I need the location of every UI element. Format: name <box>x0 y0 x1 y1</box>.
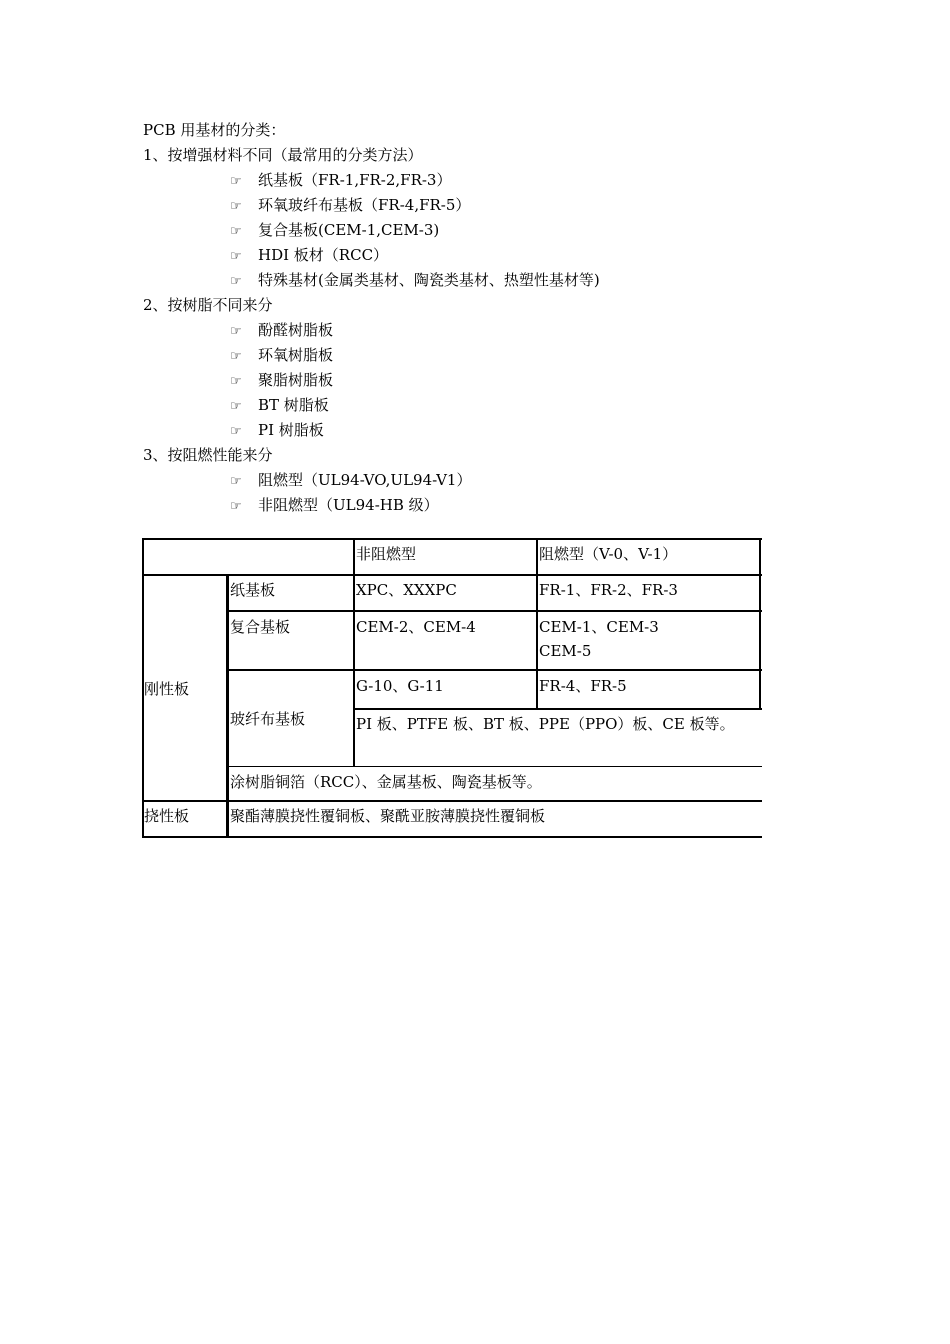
glass-flame-cell: FR-4、FR-5 <box>539 677 627 695</box>
hand-pointing-icon: ☞ <box>230 249 242 264</box>
glass-other-cell: PI 板、PTFE 板、BT 板、PPE（PPO）板、CE 板等。 <box>356 715 735 733</box>
list-item: ☞ 特殊基材(金属类基材、陶瓷类基材、热塑性基材等) <box>230 270 600 292</box>
section-1-title: 1、按增强材料不同（最常用的分类方法） <box>143 146 423 164</box>
composite-base-label: 复合基板 <box>230 618 291 636</box>
table-rule <box>228 766 762 767</box>
table-border-top <box>142 538 762 540</box>
table-rule <box>354 708 762 710</box>
table-rule <box>142 574 762 576</box>
rigid-board-label: 刚性板 <box>144 680 190 698</box>
list-item: ☞ HDI 板材（RCC） <box>230 245 388 267</box>
hand-pointing-icon: ☞ <box>230 424 242 439</box>
list-item: ☞ 纸基板（FR-1,FR-2,FR-3） <box>230 170 451 192</box>
table-rule <box>228 610 762 612</box>
hand-pointing-icon: ☞ <box>230 349 242 364</box>
glass-non-flame-cell: G-10、G-11 <box>356 677 444 695</box>
table-rule <box>228 669 762 671</box>
table-rule <box>226 574 229 838</box>
section-3-title: 3、按阻燃性能来分 <box>143 446 273 464</box>
list-item: ☞ 聚脂树脂板 <box>230 370 333 392</box>
table-border-bottom <box>142 836 762 838</box>
hand-pointing-icon: ☞ <box>230 274 242 289</box>
hand-pointing-icon: ☞ <box>230 174 242 189</box>
list-item: ☞ 酚醛树脂板 <box>230 320 333 342</box>
section-2-title: 2、按树脂不同来分 <box>143 296 273 314</box>
flexible-board-label: 挠性板 <box>144 807 190 825</box>
hand-pointing-icon: ☞ <box>230 324 242 339</box>
table-border-right <box>759 538 761 710</box>
table-rule <box>142 800 762 802</box>
composite-flame-cell-line1: CEM-1、CEM-3 <box>539 618 659 636</box>
hand-pointing-icon: ☞ <box>230 399 242 414</box>
rigid-other-cell: 涂树脂铜箔（RCC）、金属基板、陶瓷基板等。 <box>230 773 542 791</box>
hand-pointing-icon: ☞ <box>230 374 242 389</box>
header-flame-retardant: 阻燃型（V-0、V-1） <box>539 545 678 563</box>
composite-flame-cell-line2: CEM-5 <box>539 642 592 660</box>
flexible-board-cell: 聚酯薄膜挠性覆铜板、聚酰亚胺薄膜挠性覆铜板 <box>230 807 546 825</box>
composite-non-flame-cell: CEM-2、CEM-4 <box>356 618 476 636</box>
hand-pointing-icon: ☞ <box>230 474 242 489</box>
list-item: ☞ 复合基板(CEM-1,CEM-3) <box>230 220 439 242</box>
table-rule <box>536 538 538 710</box>
paper-non-flame-cell: XPC、XXXPC <box>356 581 457 599</box>
list-item: ☞ 非阻燃型（UL94-HB 级） <box>230 495 439 517</box>
paper-flame-cell: FR-1、FR-2、FR-3 <box>539 581 678 599</box>
hand-pointing-icon: ☞ <box>230 224 242 239</box>
table-rule <box>353 538 355 766</box>
list-item: ☞ 环氧玻纤布基板（FR-4,FR-5） <box>230 195 470 217</box>
list-item: ☞ PI 树脂板 <box>230 420 324 442</box>
list-item: ☞ BT 树脂板 <box>230 395 329 417</box>
page-heading: PCB 用基材的分类： <box>143 121 286 139</box>
hand-pointing-icon: ☞ <box>230 199 242 214</box>
glass-fiber-base-label: 玻纤布基板 <box>230 710 306 728</box>
hand-pointing-icon: ☞ <box>230 499 242 514</box>
list-item: ☞ 阻燃型（UL94-VO,UL94-V1） <box>230 470 471 492</box>
paper-base-label: 纸基板 <box>230 581 276 599</box>
list-item: ☞ 环氧树脂板 <box>230 345 333 367</box>
header-non-flame-retardant: 非阻燃型 <box>356 545 417 563</box>
